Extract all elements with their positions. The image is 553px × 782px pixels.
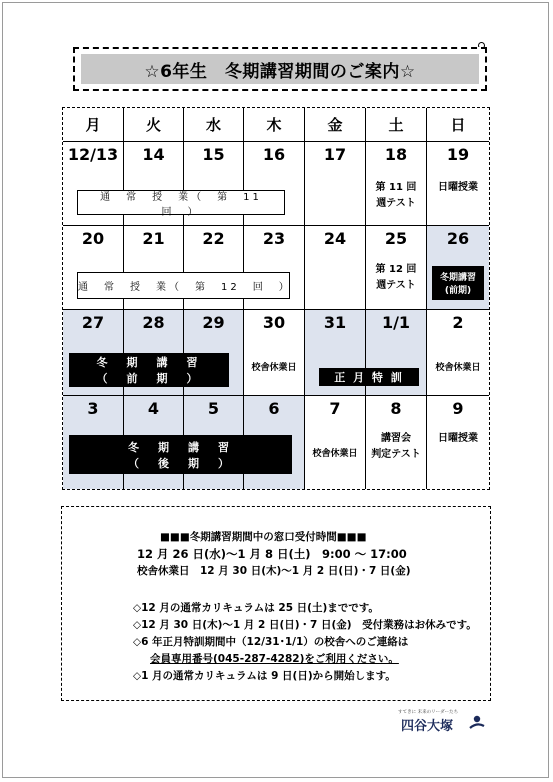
info-note: ◇1 月の通常カリキュラムは 9 日(日)から開始します。 xyxy=(133,670,396,682)
day-cell xyxy=(366,226,427,310)
weekday-header xyxy=(366,108,427,142)
day-number: 16 xyxy=(262,145,286,164)
weekday-label: 月 xyxy=(85,116,101,134)
reception-heading: ■■■冬期講習期間中の窓口受付時間■■■ xyxy=(160,531,367,543)
weekday-header xyxy=(244,108,305,142)
weekday-header xyxy=(124,108,184,142)
day-number: 1/1 xyxy=(381,313,411,332)
day-cell xyxy=(366,142,427,226)
day-number: 3 xyxy=(87,399,99,418)
day-number: 4 xyxy=(147,399,160,418)
info-note: ◇12 月の通常カリキュラムは 25 日(土)までです。 xyxy=(133,602,379,614)
weekday-header xyxy=(184,108,244,142)
day-number: 18 xyxy=(384,145,408,164)
day-cell xyxy=(305,396,366,489)
day-number: 27 xyxy=(81,313,105,332)
bar-line: 冬 期 講 習 xyxy=(96,356,202,369)
closed-day-note: 校舎休業日 xyxy=(251,363,297,373)
weekly-test-note xyxy=(366,262,426,294)
box-line: 冬期講習 xyxy=(439,273,476,283)
bar-line: （ 後 期 ） xyxy=(128,456,233,470)
brand-logo-text: 四谷大塚 xyxy=(401,719,454,734)
calendar xyxy=(62,107,490,490)
closed-days: 校舎休業日 12 月 30 日(木)～1 月 2 日(日)・7 日(金) xyxy=(137,565,411,577)
day-number: 2 xyxy=(452,313,464,332)
weekly-test-note xyxy=(366,180,426,212)
day-number: 29 xyxy=(202,313,225,332)
regular-class-bar: 通 常 授 業（ 第 11 回 ） xyxy=(77,190,285,215)
note-line: 第 12 回 xyxy=(375,264,417,275)
day-number: 21 xyxy=(142,229,165,248)
new-year-training-bar: 正 月 特 訓 xyxy=(319,368,419,386)
bar-line: 冬 期 講 習 xyxy=(128,440,233,454)
day-number: 9 xyxy=(452,399,464,418)
day-number: 22 xyxy=(202,229,225,248)
bar-line: （ 前 期 ） xyxy=(96,372,202,385)
info-note: ◇12 月 30 日(木)～1 月 2 日(日)・7 日(金) 受付業務はお休みです。 xyxy=(133,619,477,631)
day-cell xyxy=(427,226,489,310)
weekday-label: 金 xyxy=(327,116,343,134)
day-number: 17 xyxy=(323,145,347,164)
weekday-label: 土 xyxy=(388,116,404,134)
day-number: 12/13 xyxy=(67,145,119,164)
day-number: 15 xyxy=(202,145,225,164)
day-number: 25 xyxy=(384,229,408,248)
weekday-label: 木 xyxy=(266,116,282,134)
member-phone-note: 会員専用番号(045-287-4282)をご利用ください。 xyxy=(150,653,399,665)
day-number: 26 xyxy=(446,229,470,248)
weekday-label: 水 xyxy=(205,116,221,134)
day-number: 14 xyxy=(142,145,165,164)
note-line: 週テスト xyxy=(376,198,416,209)
day-cell xyxy=(244,310,305,396)
day-number: 31 xyxy=(323,313,347,332)
winter-course-late-bar xyxy=(69,435,292,474)
weekday-label: 火 xyxy=(145,116,161,134)
info-note: ◇6 年正月特訓期間中（12/31･1/1）の校舎へのご連絡は xyxy=(133,636,409,648)
day-number: 7 xyxy=(329,399,341,418)
sunday-class-note: 日曜授業 xyxy=(438,433,478,444)
day-number: 5 xyxy=(207,399,220,418)
day-cell xyxy=(366,396,427,489)
day-cell xyxy=(305,226,366,310)
note-line: 週テスト xyxy=(376,280,416,291)
note-line: 判定テスト xyxy=(371,449,421,460)
page-title: ☆6年生 冬期講習期間のご案内☆ xyxy=(81,54,479,84)
weekday-header xyxy=(63,108,124,142)
day-number: 28 xyxy=(142,313,165,332)
closed-day-note: 校舎休業日 xyxy=(435,363,481,373)
weekday-label: 日 xyxy=(450,116,466,134)
day-cell xyxy=(427,142,489,226)
info-box xyxy=(61,506,491,701)
logo-tagline: すてきに 未来のリーダーたち xyxy=(398,710,459,715)
day-number: 30 xyxy=(262,313,286,332)
winter-course-early-bar xyxy=(69,353,229,387)
brand-logo-icon xyxy=(468,713,486,731)
day-number: 19 xyxy=(446,145,470,164)
day-number: 6 xyxy=(268,399,280,418)
title-box xyxy=(73,47,487,91)
note-line: 第 11 回 xyxy=(375,182,417,193)
winter-course-start-box xyxy=(432,266,484,300)
sunday-class-note: 日曜授業 xyxy=(438,182,478,193)
closed-day-note: 校舎休業日 xyxy=(312,449,358,459)
assessment-test-note xyxy=(366,431,426,463)
weekday-header xyxy=(427,108,489,142)
day-cell xyxy=(305,142,366,226)
day-number: 24 xyxy=(323,229,347,248)
note-line: 講習会 xyxy=(381,433,411,444)
box-line: (前期) xyxy=(444,286,472,296)
day-cell xyxy=(427,396,489,489)
weekday-header xyxy=(305,108,366,142)
day-number: 20 xyxy=(81,229,105,248)
day-cell xyxy=(427,310,489,396)
reception-hours: 12 月 26 日(水)～1 月 8 日(土) 9:00 ～ 17:00 xyxy=(137,547,407,561)
regular-class-bar: 通 常 授 業（ 第 12 回 ） xyxy=(77,272,290,299)
day-number: 23 xyxy=(262,229,286,248)
day-number: 8 xyxy=(390,399,402,418)
